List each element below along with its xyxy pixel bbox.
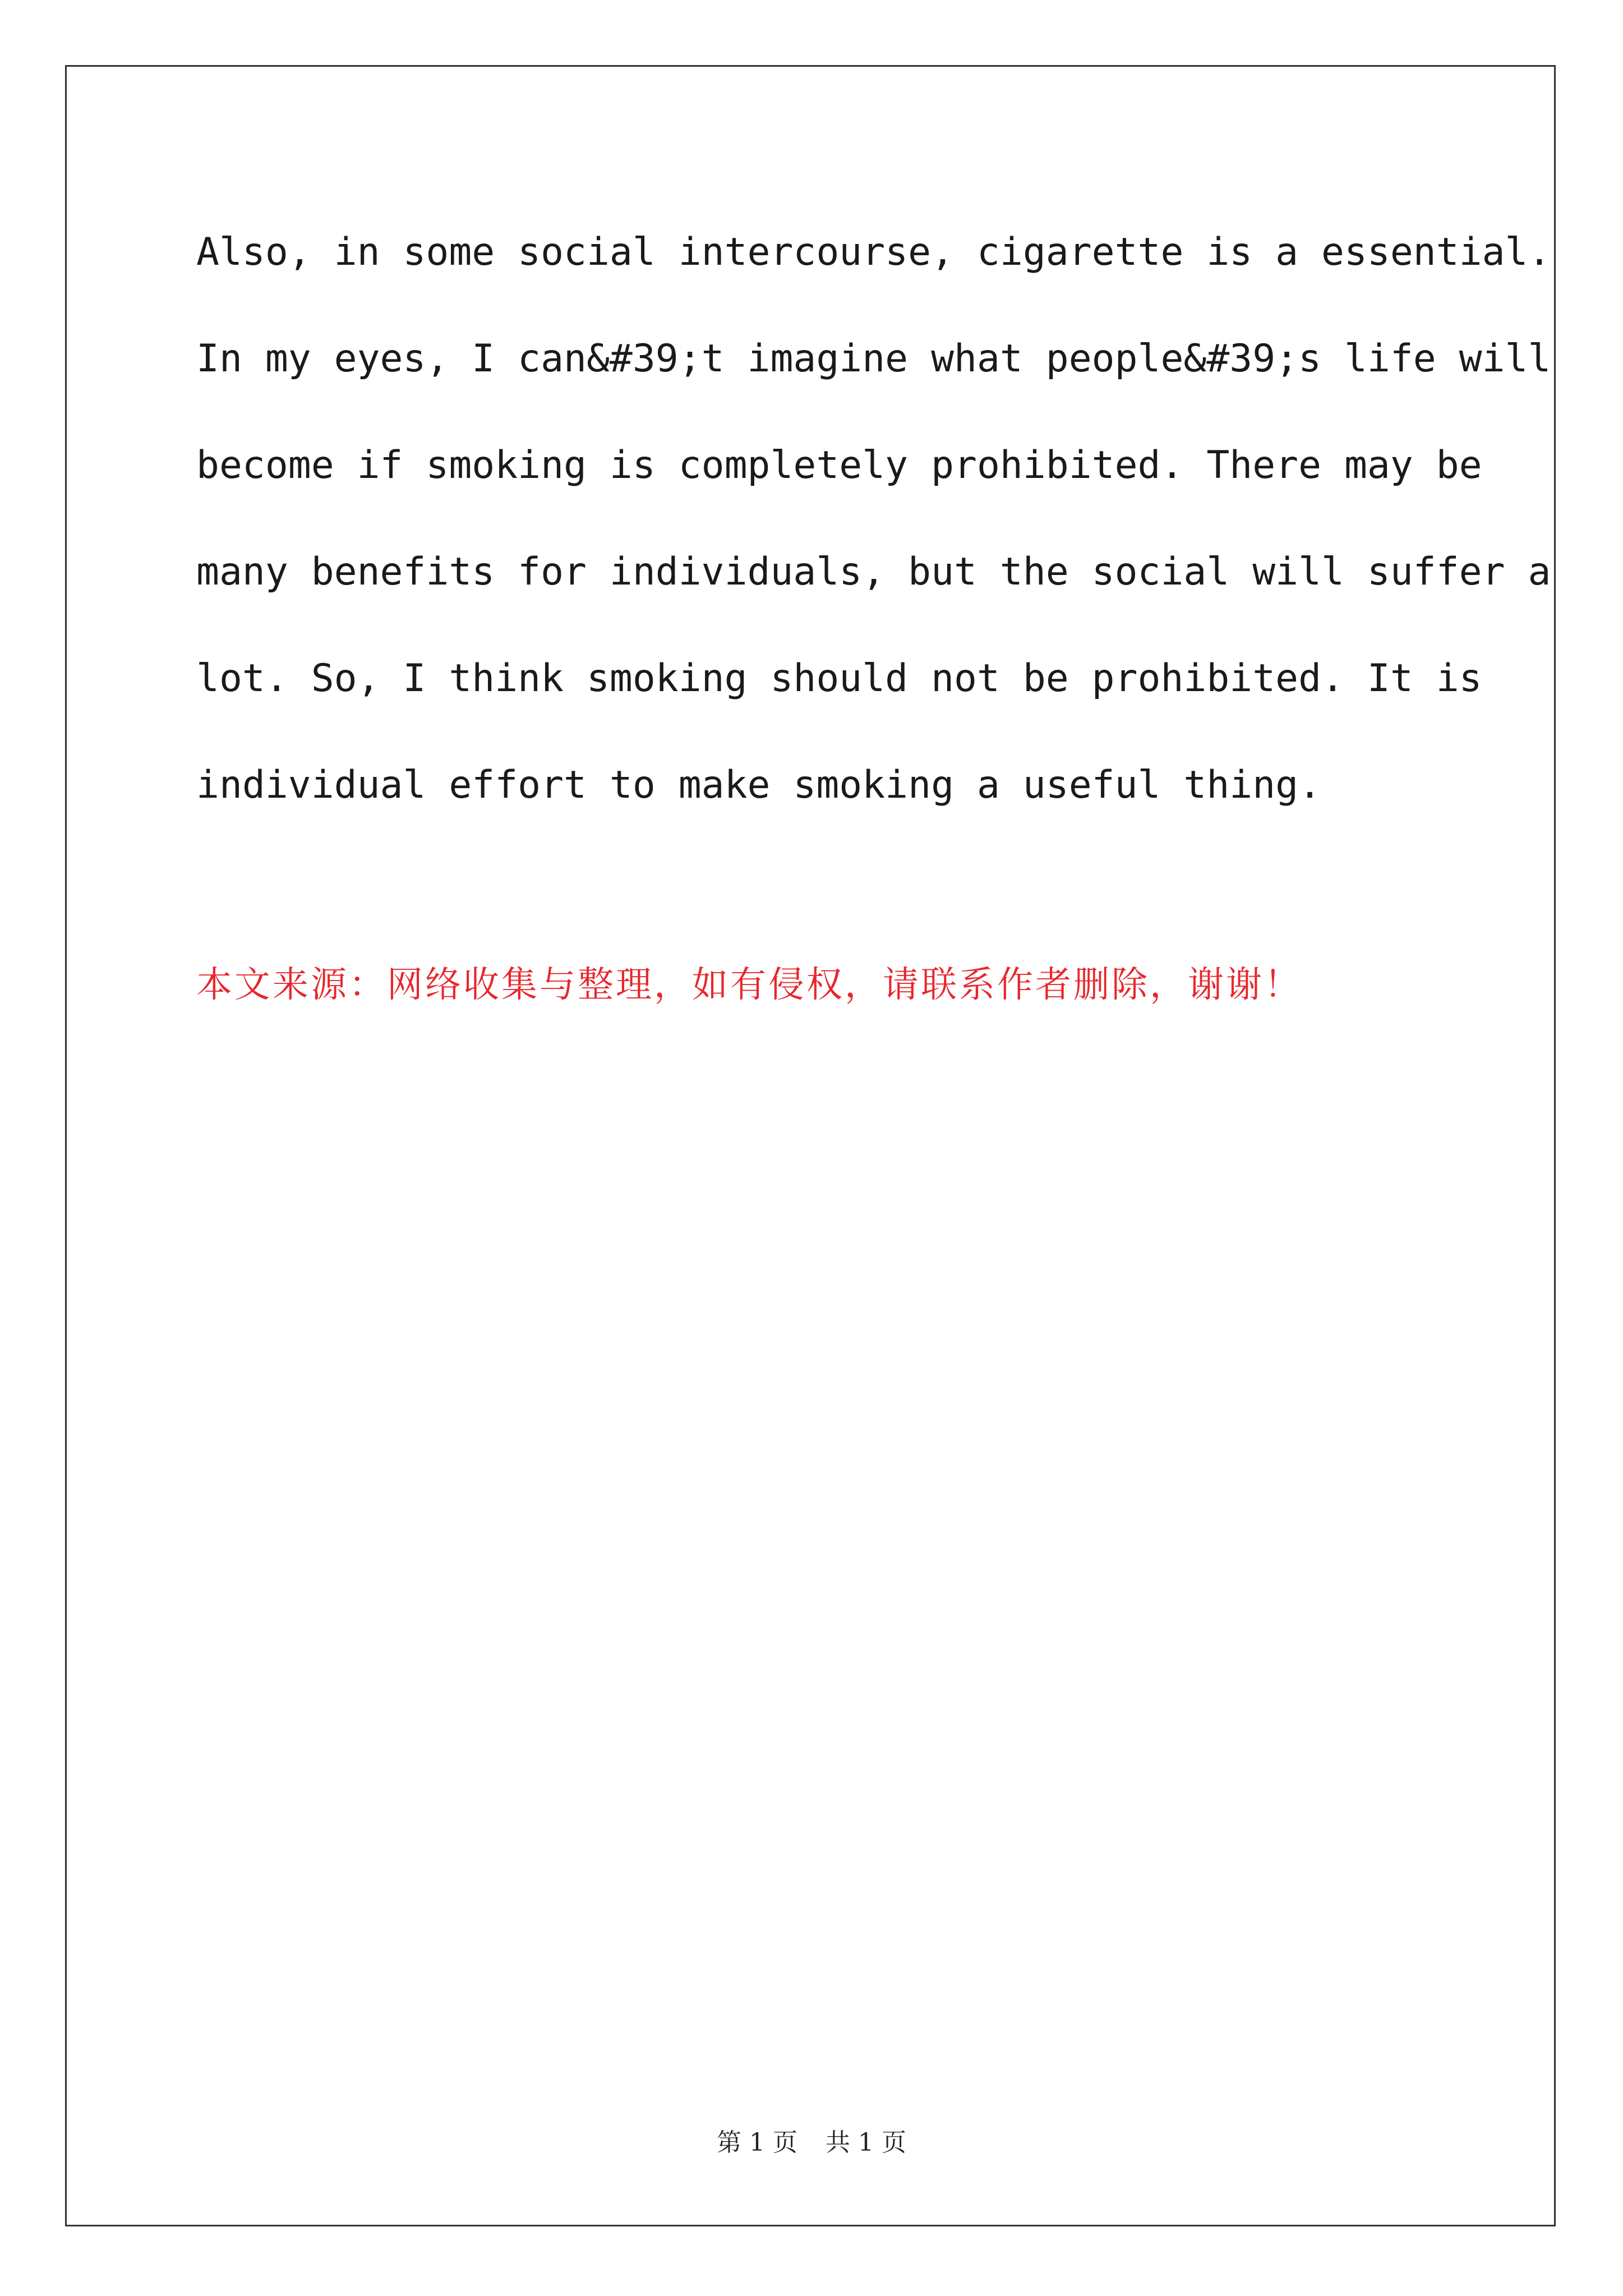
- paragraph-line-5: lot. So, I think smoking should not be prohibited. It is: [196, 656, 1482, 701]
- total-pages: 共 1 页: [826, 2128, 906, 2157]
- page-footer: [0, 2126, 1623, 2160]
- page-frame: [65, 65, 1556, 2226]
- paragraph-line-1: Also, in some social intercourse, cigarette is a essential.: [196, 230, 1551, 274]
- source-notice: 本文来源：网络收集与整理，如有侵权，请联系作者删除，谢谢！: [196, 964, 1302, 1006]
- paragraph-line-6: individual effort to make smoking a useful thing.: [196, 763, 1322, 807]
- page-number: 第 1 页: [717, 2128, 797, 2157]
- paragraph-line-2: In my eyes, I can&#39;t imagine what people&#39;s life will: [196, 337, 1551, 381]
- paragraph-line-4: many benefits for individuals, but the social will suffer a: [196, 550, 1551, 594]
- paragraph-line-3: become if smoking is completely prohibited. There may be: [196, 443, 1482, 487]
